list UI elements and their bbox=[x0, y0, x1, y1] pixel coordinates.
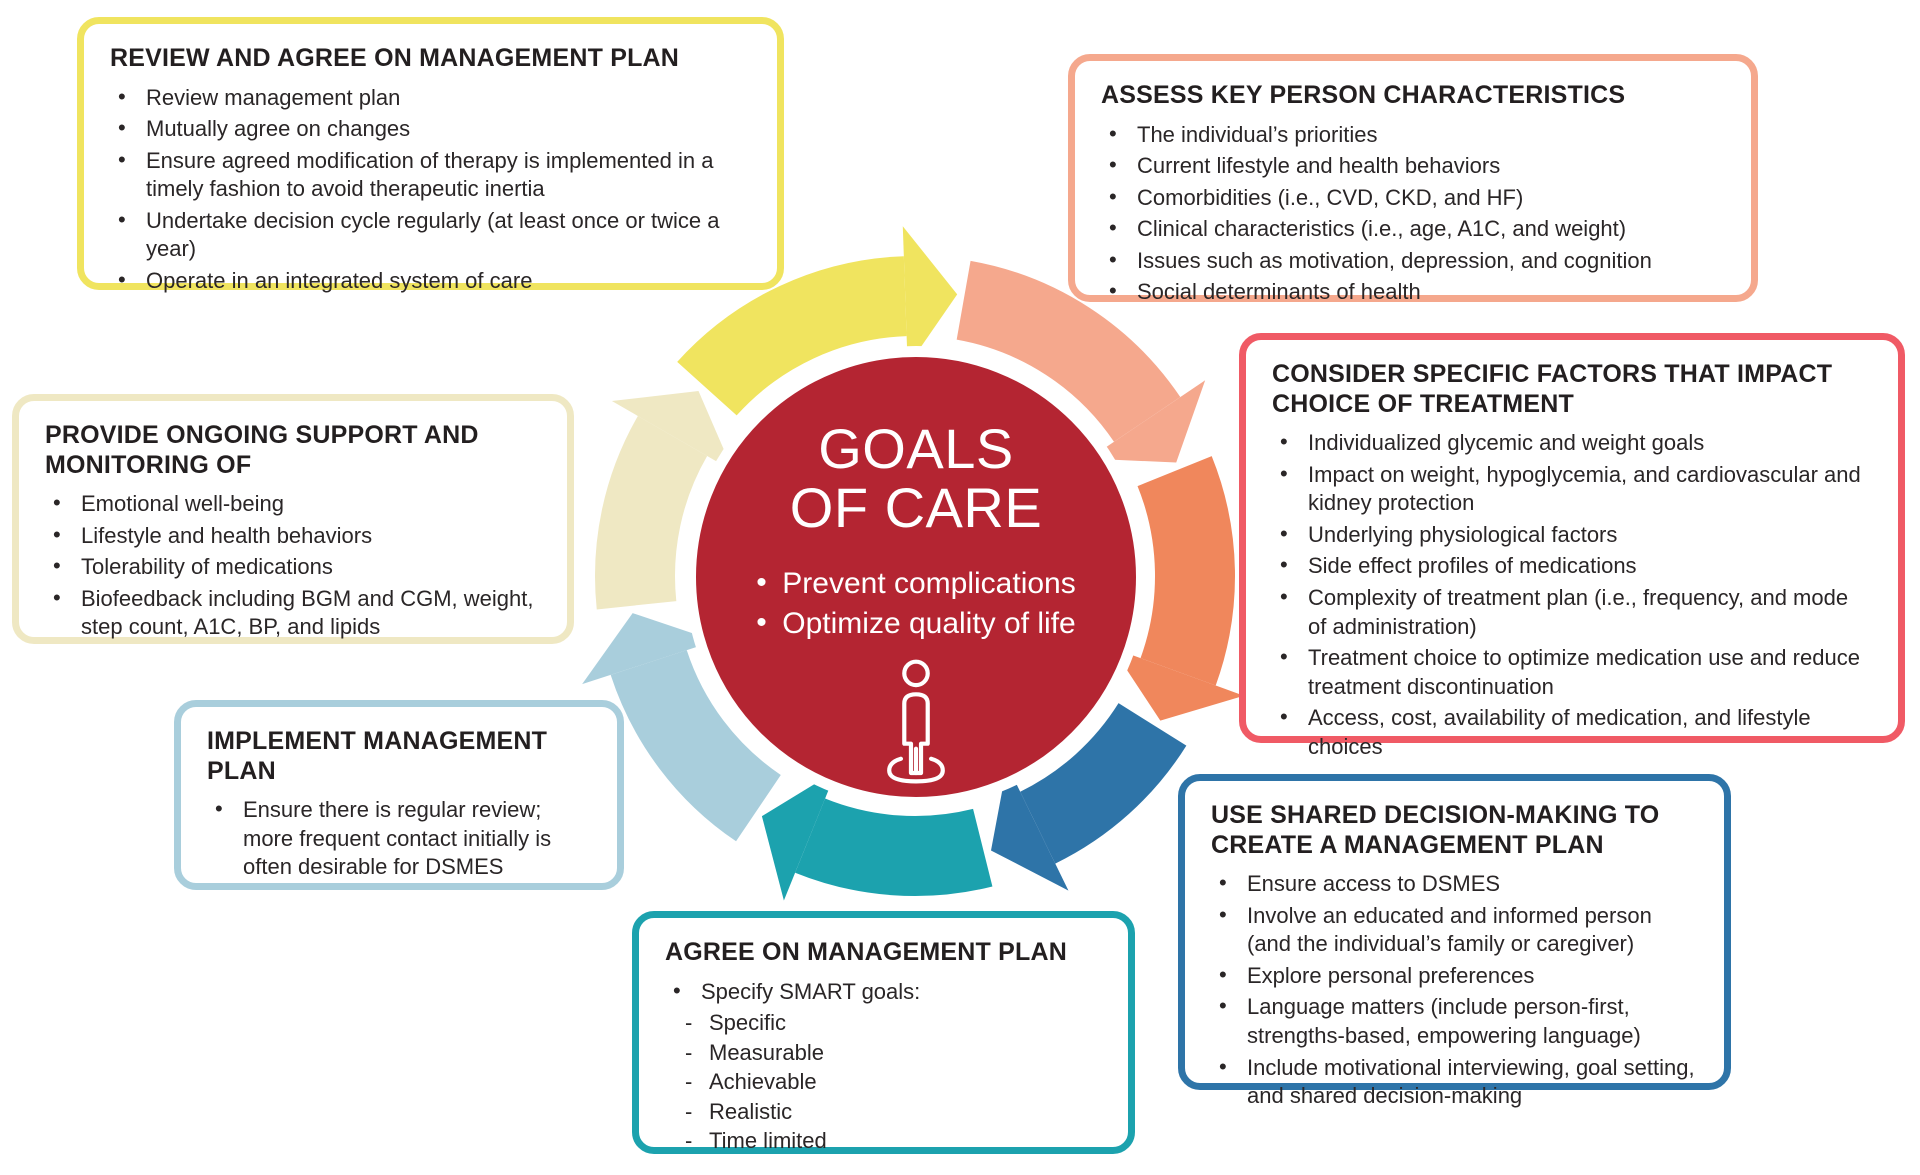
goals-bullets bbox=[756, 564, 1075, 645]
support-bullet-list bbox=[45, 490, 541, 642]
person-icon bbox=[864, 655, 968, 797]
list-item: • Ensure there is regular review; more frequent contact initially is often desirable for DSMES bbox=[207, 796, 591, 882]
consider-bullet-list bbox=[1272, 429, 1872, 762]
list-item: • Issues such as motivation, depression, and cognition bbox=[1101, 247, 1725, 276]
goals-of-care-circle bbox=[685, 346, 1147, 808]
goals-title-line1: GOALS bbox=[818, 417, 1014, 480]
list-item: • Social determinants of health bbox=[1101, 278, 1725, 307]
goals-bullet: • Optimize quality of life bbox=[756, 604, 1075, 645]
list-item: - Measurable bbox=[679, 1039, 1102, 1068]
list-item: • Ensure agreed modification of therapy is implemented in a timely fashion to avoid therapeutic inertia bbox=[110, 147, 751, 204]
review-bullet-list bbox=[110, 84, 751, 296]
list-item: • Mutually agree on changes bbox=[110, 115, 751, 144]
list-item: • Comorbidities (i.e., CVD, CKD, and HF) bbox=[1101, 184, 1725, 213]
list-item: • Treatment choice to optimize medication use and reduce treatment discontinuation bbox=[1272, 644, 1872, 701]
list-item: • The individual’s priorities bbox=[1101, 121, 1725, 150]
list-item: • Undertake decision cycle regularly (at least once or twice a year) bbox=[110, 207, 751, 264]
list-item: • Emotional well-being bbox=[45, 490, 541, 519]
agree-management-plan-box bbox=[632, 911, 1135, 1154]
list-item: • Impact on weight, hypoglycemia, and cardiovascular and kidney protection bbox=[1272, 461, 1872, 518]
list-item: • Ensure access to DSMES bbox=[1211, 870, 1698, 899]
shared-bullet-list bbox=[1211, 870, 1698, 1111]
teal-arrow-segment bbox=[810, 836, 983, 856]
list-item: - Realistic bbox=[679, 1098, 1102, 1127]
list-item: • Clinical characteristics (i.e., age, A1C, and weight) bbox=[1101, 215, 1725, 244]
list-item: • Underlying physiological factors bbox=[1272, 521, 1872, 550]
list-item: • Biofeedback including BGM and CGM, weight, step count, A1C, BP, and lipids bbox=[45, 585, 541, 642]
implement-management-plan-box bbox=[174, 700, 624, 890]
list-item: • Operate in an integrated system of care bbox=[110, 267, 751, 296]
list-item: • Include motivational interviewing, goal setting, and shared decision-making bbox=[1211, 1054, 1698, 1111]
implement-title: IMPLEMENT MANAGEMENT PLAN bbox=[207, 727, 548, 785]
list-item: • Tolerability of medications bbox=[45, 553, 541, 582]
list-item: • Individualized glycemic and weight goals bbox=[1272, 429, 1872, 458]
assess-characteristics-box bbox=[1068, 54, 1758, 305]
consider-title: CONSIDER SPECIFIC FACTORS THAT IMPACT CHOICE OF TREATMENT bbox=[1272, 360, 1833, 418]
list-item: • Review management plan bbox=[110, 84, 751, 113]
list-item: - Achievable bbox=[679, 1068, 1102, 1097]
list-item: • Side effect profiles of medications bbox=[1272, 552, 1872, 581]
list-item: • Lifestyle and health behaviors bbox=[45, 522, 541, 551]
list-item: • Complexity of treatment plan (i.e., frequency, and mode of administration) bbox=[1272, 584, 1872, 641]
shared-decision-making-box bbox=[1178, 774, 1731, 1109]
agree-bullet-list bbox=[665, 978, 1102, 1007]
list-item: • Access, cost, availability of medication, and lifestyle choices bbox=[1272, 704, 1872, 761]
list-item: • Specify SMART goals: bbox=[665, 978, 1102, 1007]
assess-bullet-list bbox=[1101, 121, 1725, 308]
support-title: PROVIDE ONGOING SUPPORT AND MONITORING OF bbox=[45, 421, 479, 479]
review-title: REVIEW AND AGREE ON MANAGEMENT PLAN bbox=[110, 44, 680, 72]
coral-arrow-segment bbox=[1175, 471, 1195, 672]
list-item: • Involve an educated and informed person (and the individual’s family or caregiver) bbox=[1211, 902, 1698, 959]
goals-title-line2: OF CARE bbox=[789, 476, 1043, 540]
cream-arrow-segment bbox=[635, 436, 673, 605]
assess-title: ASSESS KEY PERSON CHARACTERISTICS bbox=[1101, 81, 1626, 109]
list-item: • Language matters (include person-first, strengths-based, empowering language) bbox=[1211, 993, 1698, 1050]
consider-factors-box bbox=[1239, 333, 1905, 759]
list-item: - Time limited bbox=[679, 1127, 1102, 1156]
goals-bullet: • Prevent complications bbox=[756, 564, 1075, 605]
goals-title bbox=[790, 419, 1042, 538]
list-item: • Current lifestyle and health behaviors bbox=[1101, 152, 1725, 181]
smart-goals-sublist bbox=[679, 1009, 1102, 1156]
list-item: • Explore personal preferences bbox=[1211, 962, 1698, 991]
list-item: - Specific bbox=[679, 1009, 1102, 1038]
ongoing-support-box bbox=[12, 394, 574, 644]
review-management-plan-box bbox=[77, 17, 784, 294]
implement-bullet-list bbox=[207, 796, 591, 882]
shared-title: USE SHARED DECISION-MAKING TO CREATE A MANAGEMENT PLAN bbox=[1211, 801, 1660, 859]
agree-title: AGREE ON MANAGEMENT PLAN bbox=[665, 938, 1068, 966]
